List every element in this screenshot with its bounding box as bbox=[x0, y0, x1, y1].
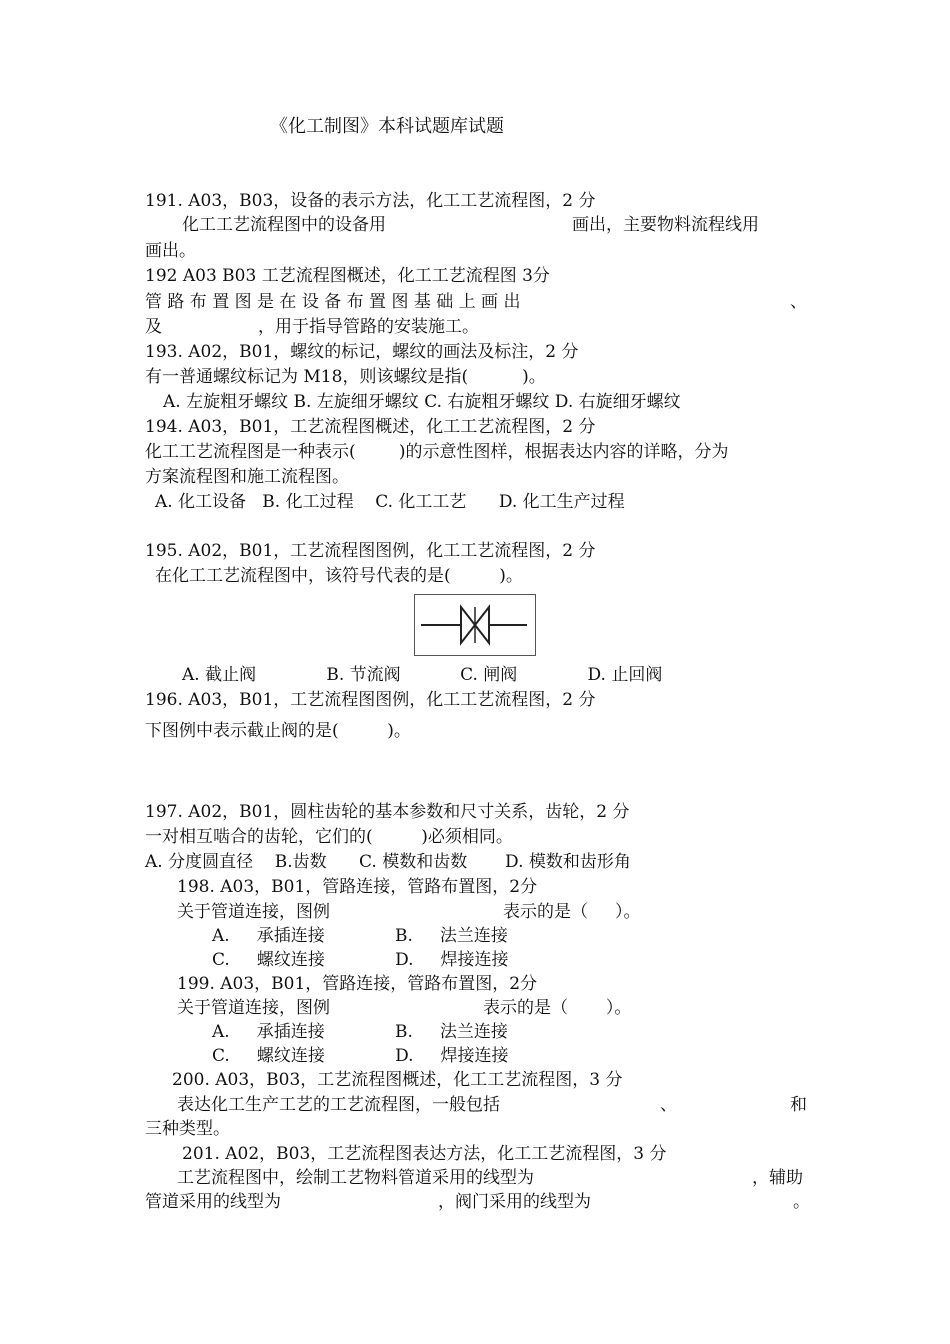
question-200-text: 、 bbox=[660, 1095, 677, 1115]
question-201-text: 工艺流程图中，绘制工艺物料管道采用的线型为 bbox=[177, 1168, 534, 1188]
question-200-text: 三种类型。 bbox=[145, 1119, 230, 1139]
question-194-header: 194. A03，B01，工艺流程图概述，化工工艺流程图，2 分 bbox=[145, 417, 596, 437]
question-200-header: 200. A03，B03，工艺流程图概述，化工工艺流程图，3 分 bbox=[172, 1070, 623, 1090]
question-199-options: C. 螺纹连接 D. 焊接连接 bbox=[212, 1046, 509, 1066]
question-192-text: ，用于指导管路的安装施工。 bbox=[258, 317, 479, 337]
question-197-options: A. 分度圆直径 B.齿数 C. 模数和齿数 D. 模数和齿形角 bbox=[145, 852, 631, 872]
question-196-text: 下图例中表示截止阀的是( )。 bbox=[145, 721, 411, 741]
valve-symbol-icon bbox=[415, 595, 535, 655]
question-198-options: A. 承插连接 B. 法兰连接 bbox=[212, 926, 508, 946]
question-192-text: 、 bbox=[790, 292, 807, 312]
question-201-text: 管道采用的线型为 bbox=[145, 1192, 281, 1212]
question-200-text: 表达化工生产工艺的工艺流程图，一般包括 bbox=[177, 1095, 500, 1115]
question-193-text: 有一普通螺纹标记为 M18，则该螺纹是指( )。 bbox=[145, 367, 546, 387]
question-191-text: 画出，主要物料流程线用 bbox=[572, 215, 759, 235]
question-192-text: 管 路 布 置 图 是 在 设 备 布 置 图 基 础 上 画 出 bbox=[145, 292, 521, 312]
question-194-text: 方案流程图和施工流程图。 bbox=[145, 467, 349, 487]
question-199-text: 关于管道连接，图例 bbox=[177, 998, 330, 1018]
question-201-text: ，阀门采用的线型为 bbox=[438, 1192, 591, 1212]
question-197-text: 一对相互啮合的齿轮，它们的( )必须相同。 bbox=[145, 827, 513, 847]
question-193-options: A. 左旋粗牙螺纹 B. 左旋细牙螺纹 C. 右旋粗牙螺纹 D. 右旋细牙螺纹 bbox=[163, 392, 681, 412]
question-201-header: 201. A02，B03，工艺流程图表达方法，化工工艺流程图，3 分 bbox=[182, 1144, 667, 1164]
question-194-text: 化工工艺流程图是一种表示( )的示意性图样，根据表达内容的详略，分为 bbox=[145, 442, 729, 462]
question-191-header: 191. A03，B03，设备的表示方法，化工工艺流程图，2 分 bbox=[145, 191, 596, 211]
question-201-text: 。 bbox=[793, 1192, 810, 1212]
question-192-text: 及 bbox=[145, 317, 162, 337]
question-195-header: 195. A02，B01，工艺流程图图例，化工工艺流程图，2 分 bbox=[145, 541, 596, 561]
question-191-text: 画出。 bbox=[145, 241, 196, 261]
question-197-header: 197. A02，B01，圆柱齿轮的基本参数和尺寸关系，齿轮，2 分 bbox=[145, 802, 630, 822]
question-196-header: 196. A03，B01，工艺流程图图例，化工工艺流程图，2 分 bbox=[145, 690, 596, 710]
question-195-options: A. 截止阀 B. 节流阀 C. 闸阀 D. 止回阀 bbox=[182, 665, 663, 685]
question-192-header: 192 A03 B03 工艺流程图概述，化工工艺流程图 3分 bbox=[145, 266, 550, 286]
question-199-options: A. 承插连接 B. 法兰连接 bbox=[212, 1022, 508, 1042]
question-198-text: 关于管道连接，图例 bbox=[177, 902, 330, 922]
question-195-text: 在化工工艺流程图中，该符号代表的是( )。 bbox=[155, 566, 523, 586]
throttle-valve-symbol-figure bbox=[414, 594, 536, 656]
page-title: 《化工制图》本科试题库试题 bbox=[270, 116, 504, 137]
question-194-options: A. 化工设备 B. 化工过程 C. 化工工艺 D. 化工生产过程 bbox=[155, 492, 625, 512]
question-198-options: C. 螺纹连接 D. 焊接连接 bbox=[212, 950, 509, 970]
question-198-text: 表示的是（ ）。 bbox=[503, 902, 641, 922]
question-198-header: 198. A03，B01，管路连接，管路布置图，2分 bbox=[177, 877, 538, 897]
question-201-text: ，辅助 bbox=[752, 1168, 803, 1188]
question-199-header: 199. A03，B01，管路连接，管路布置图，2分 bbox=[177, 974, 538, 994]
question-200-text: 和 bbox=[790, 1095, 807, 1115]
question-199-text: 表示的是（ ）。 bbox=[483, 998, 632, 1018]
question-193-header: 193. A02，B01，螺纹的标记，螺纹的画法及标注，2 分 bbox=[145, 342, 579, 362]
question-191-text: 化工工艺流程图中的设备用 bbox=[182, 215, 386, 235]
